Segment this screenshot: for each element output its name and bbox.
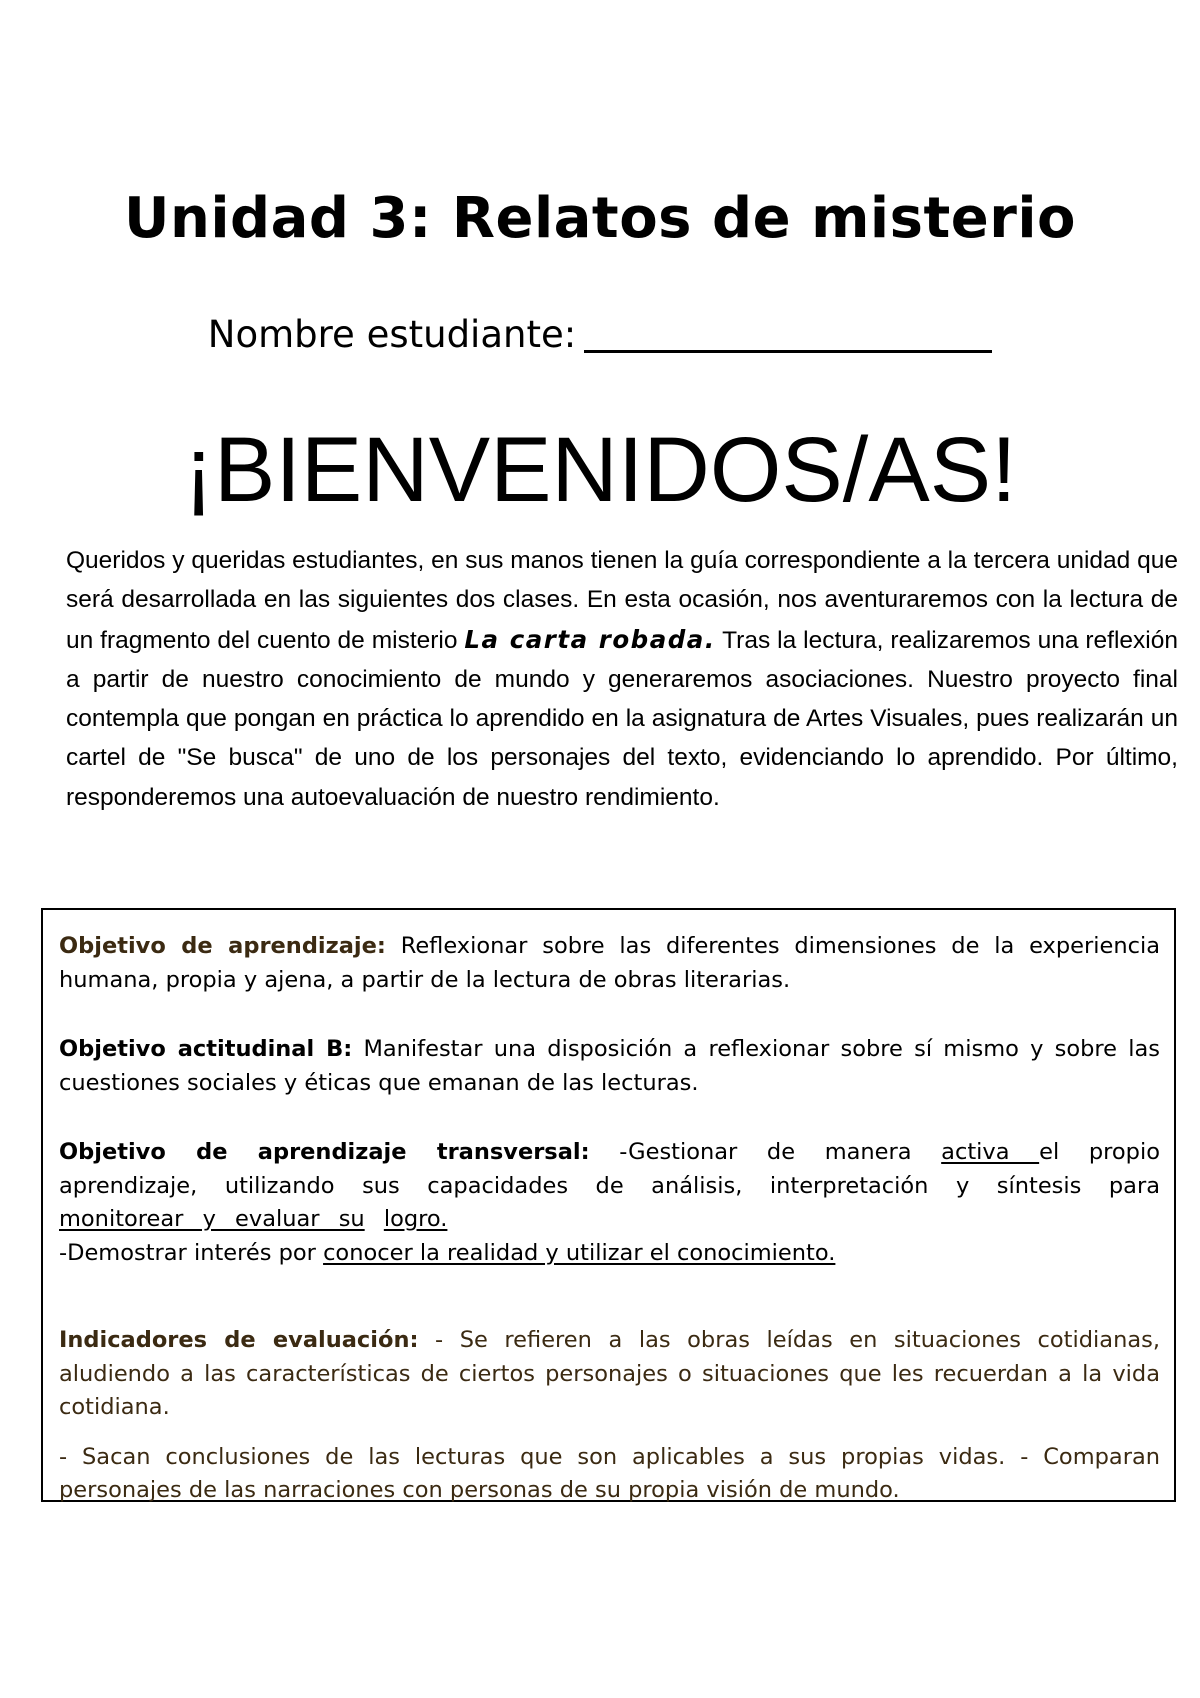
unit-title: Unidad 3: Relatos de misterio [124, 186, 1076, 251]
transversal-objective-line2 [59, 1237, 1160, 1271]
welcome-heading: ¡BIENVENIDOS/AS! [183, 419, 1017, 521]
attitudinal-objective [59, 1033, 1160, 1100]
student-name-blank[interactable] [584, 314, 992, 353]
spacer [59, 1270, 1160, 1324]
transversal-text-c [365, 1206, 384, 1232]
student-name-line [0, 312, 1200, 358]
spacer [59, 1100, 1160, 1136]
transversal-objective [59, 1136, 1160, 1237]
transversal-underlined-b: monitorear y evaluar su [59, 1206, 365, 1232]
evaluation-indicators-2: - Sacan conclusiones de las lecturas que son aplicables a sus propias vidas. - Comparan personajes de las narraciones con personas de su propia visión de mundo. [59, 1443, 1160, 1503]
objectives-box [41, 908, 1176, 1502]
attitudinal-objective-label: Objetivo actitudinal B: [59, 1036, 353, 1062]
transversal-underlined-a: activa [941, 1139, 1040, 1165]
intro-text-2: Tras la lectura, realizaremos una reflexión a partir de nuestro conocimiento de mundo y generaremos asociaciones. Nuestro proyecto final contempla que pongan en práctica lo aprendido en la asignatura de Artes Visuales, pues realizarán un cartel de "Se busca" de uno de los personajes del texto, evidenciando lo aprendido. Por último, responderemos una autoevaluación de nuestro rendimiento. [66, 626, 1178, 811]
learning-objective [59, 930, 1160, 997]
spacer [59, 1425, 1160, 1441]
transversal-underlined-c: logro. [383, 1206, 448, 1232]
spacer [59, 997, 1160, 1033]
intro-paragraph [66, 541, 1178, 817]
objectives-content [59, 930, 1160, 1508]
transversal-line2-prefix: -Demostrar interés por [59, 1239, 324, 1266]
evaluation-indicators-label: Indicadores de evaluación: [59, 1327, 419, 1353]
evaluation-indicators [59, 1324, 1160, 1425]
student-name-label: Nombre estudiante: [207, 313, 577, 356]
transversal-text-b: el propio aprendizaje, utilizando sus capacidades de análisis, interpretación y síntesis para [59, 1139, 1160, 1199]
intro-text-1: Queridos y queridas estudiantes, en sus manos tienen la guía correspondiente a la tercera unidad que será desarrollada en las siguientes dos clases. En esta ocasión, nos aventuraremos con la lectura de un fragmento del cuento de misterio [66, 547, 1178, 654]
learning-objective-text: Reflexionar sobre las diferentes dimensiones de la experiencia humana, propia y ajena, a partir de la lectura de obras literarias. [59, 933, 1160, 993]
transversal-objective-label: Objetivo de aprendizaje transversal: [59, 1139, 590, 1165]
transversal-text-a: -Gestionar de manera [589, 1139, 942, 1165]
story-title: La carta robada. [464, 624, 716, 654]
attitudinal-objective-text: Manifestar una disposición a reflexionar sobre sí mismo y sobre las cuestiones sociales y éticas que emanan de las lecturas. [59, 1036, 1160, 1096]
learning-objective-label: Objetivo de aprendizaje: [59, 933, 386, 959]
transversal-line2-underlined: conocer la realidad y utilizar el conocimiento. [323, 1239, 836, 1266]
evaluation-indicators-text: - Se refieren a las obras leídas en situaciones cotidianas, aludiendo a las características de ciertos personajes o situaciones que les recuerdan a la vida cotidiana. [59, 1327, 1160, 1420]
